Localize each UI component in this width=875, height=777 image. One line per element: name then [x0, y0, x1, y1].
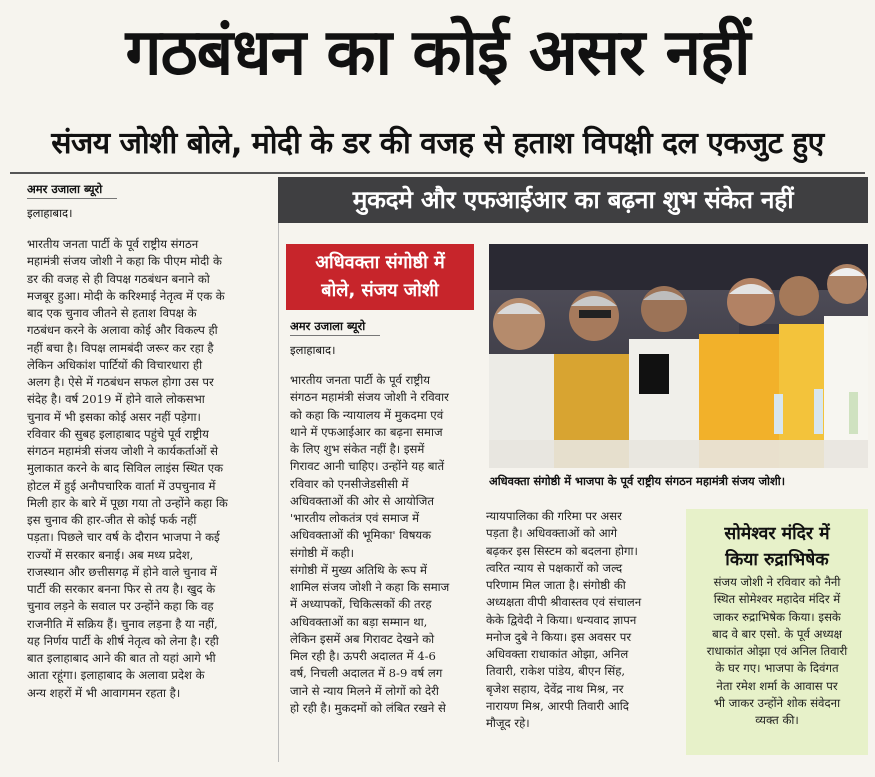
right-article-col2: न्यायपालिका की गरिमा पर असर पड़ता है। अधिवक्ताओं को आगे बढ़कर इस सिस्टम को बदलना होगा। त्वरित न्याय से पक्षकारों को जल्द परिणाम मिल जाता है। संगोष्ठी की अध्यक्षता वीपी श्रीवास्तव एवं संचालन केके द्विवेदी ने किया। धन्यवाद ज्ञापन मनोज दुबे ने किया। इस अवसर पर अधिवक्ता राधाकांत ओझा, अनिल तिवारी, राकेश पांडेय, बीएन सिंह, बृजेश सहाय, देवेंद्र नाथ मिश्र, नर नारायण मिश्र, आरपी तिवारी आदि मौजूद रहे। [486, 509, 642, 730]
subheadline: संजय जोशी बोले, मोदी के डर की वजह से हताश विपक्षी दल एकजुट हुए [51, 126, 824, 161]
event-photo-illustration [489, 244, 868, 468]
photo-caption: अधिवक्ता संगोष्ठी में भाजपा के पूर्व राष्ट्रीय संगठन महामंत्री संजय जोशी। [489, 474, 786, 488]
right-dateline: इलाहाबाद। [290, 343, 336, 357]
column-divider [278, 182, 279, 762]
right-article-col1: भारतीय जनता पार्टी के पूर्व राष्ट्रीय संगठन महामंत्री संजय जोशी ने रविवार को कहा कि न्यायालय में मुकदमा एवं थाने में एफआईआर का बढ़ना समाज के लिए शुभ संकेत नहीं है। इसमें गिरावट आनी चाहिए। उन्होंने यह बातें रविवार को एनसीजेडसीसी में अधिवक्ताओं की ओर से आयोजित 'भारतीय लोकतंत्र एवं समाज में अधिवक्ताओं की भूमिका' विषयक संगोष्ठी में कही। संगोष्ठी में मुख्य अतिथि के रूप में शामिल संजय जोशी ने कहा कि समाज में अध्यापकों, चिकित्सकों की तरह अधिवक्ताओं का बड़ा सम्मान था, लेकिन इसमें अब गिरावट देखने को मिल रही है। ऊपरी अदालत में 4-6 वर्ष, निचली अदालत में 8-9 वर्ष लग जाने से न्याय मिलने में लोगों को देरी हो रही है। मुकदमों को लंबित रखने से [290, 373, 450, 715]
sidebar-box [686, 509, 868, 755]
right-byline: अमर उजाला ब्यूरो [290, 319, 366, 333]
left-byline: अमर उजाला ब्यूरो [27, 182, 103, 196]
headline: गठबंधन का कोई असर नहीं [125, 16, 750, 90]
divider [10, 172, 865, 174]
kicker-box: अधिवक्ता संगोष्ठी में बोले, संजय जोशी [286, 244, 474, 310]
event-photo [489, 244, 868, 468]
byline-rule [27, 198, 117, 199]
article-banner-title: मुकदमे और एफआईआर का बढ़ना शुभ संकेत नहीं [278, 177, 868, 223]
left-article-body: भारतीय जनता पार्टी के पूर्व राष्ट्रीय संगठन महामंत्री संजय जोशी ने कहा कि पीएम मोदी के डर की वजह से ही विपक्ष गठबंधन बनाने को मजबूर हुआ। मोदी के करिश्माई नेतृत्व में एक के बाद एक चुनाव जीतने से हताश विपक्ष के गठबंधन करने के अलावा कोई और विकल्प ही नहीं बचा है। विपक्ष लामबंदी जरूर कर रहा है लेकिन अधिकांश पार्टियों की विचारधारा ही अलग है। ऐसे में गठबंधन सफल होगा उस पर संदेह है। वर्ष 2019 में होने वाले लोकसभा चुनाव में भी इसका कोई असर नहीं पड़ेगा। रविवार की सुबह इलाहाबाद पहुंचे पूर्व राष्ट्रीय संगठन महामंत्री संजय जोशी ने कार्यकर्ताओं से मुलाकात करने के बाद सिविल लाइंस स्थित एक होटल में हुई अनौपचारिक वार्ता में उपचुनाव में मिली हार के बारे में पूछा गया तो उन्होंने कहा कि इस चुनाव की हार-जीत से कोई फर्क नहीं पड़ता। पिछले चार वर्ष के दौरान भाजपा ने कई राज्यों में सरकार बनाई। अब मध्य प्रदेश, राजस्थान और छत्तीसगढ़ में होने वाले चुनाव में पार्टी की सरकार बनना फिर से तय है। खुद के चुनाव लड़ने के सवाल पर उन्होंने कहा कि वह राजनीति में सक्रिय हैं। चुनाव लड़ना है या नहीं, यह निर्णय पार्टी के शीर्ष नेतृत्व को लेना है। रही बात इलाहाबाद आने की बात तो यहां आगे भी आता रहूंगा। इलाहाबाद के अलावा प्रदेश के अन्य शहरों में भी आवागमन रहता है। [27, 237, 228, 700]
sidebar-body: संजय जोशी ने रविवार को नैनी स्थित सोमेश्वर महादेव मंदिर में जाकर रुद्राभिषेक किया। इसके बाद वे बार एसो. के पूर्व अध्यक्ष राधाकांत ओझा एवं अनिल तिवारी के घर गए। भाजपा के दिवंगत नेता रमेश शर्मा के आवास पर भी जाकर उन्होंने शोक संवेदना व्यक्त की। [706, 575, 848, 728]
sidebar-title: सोमेश्वर मंदिर में किया रुद्राभिषेक [724, 524, 830, 570]
left-dateline: इलाहाबाद। [27, 206, 73, 220]
byline-rule [290, 335, 380, 336]
